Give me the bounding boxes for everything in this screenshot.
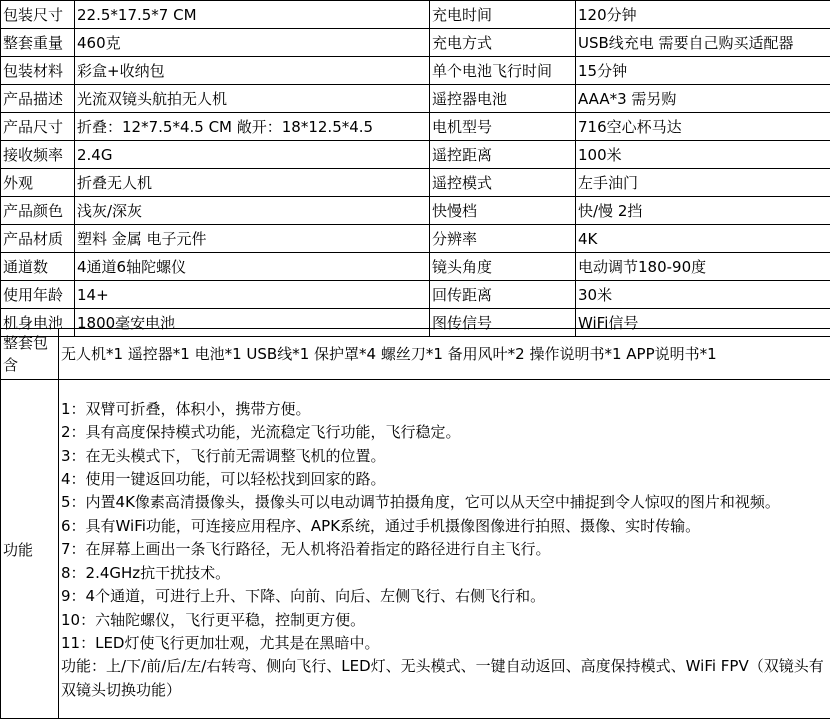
spec-row	[1, 141, 830, 169]
spec-value: 折叠无人机	[75, 169, 430, 197]
spec-value: USB线充电 需要自己购买适配器	[576, 29, 830, 57]
feature-item: 3：在无头模式下，飞行前无需调整飞机的位置。	[61, 446, 386, 465]
spec-label: 接收频率	[1, 141, 75, 169]
features-cell	[59, 380, 830, 719]
spec-value: 光流双镜头航拍无人机	[75, 85, 430, 113]
spec-row	[1, 29, 830, 57]
spec-value: 4通道6轴陀螺仪	[75, 253, 430, 281]
feature-item: 4：使用一键返回功能，可以轻松找到回家的路。	[61, 470, 386, 489]
spec-value: 快/慢 2挡	[576, 197, 830, 225]
spec-label: 外观	[1, 169, 75, 197]
spec-value: 716空心杯马达	[576, 113, 830, 141]
spec-label: 产品描述	[1, 85, 75, 113]
features-row	[1, 380, 830, 719]
spec-value: 左手油门	[576, 169, 830, 197]
spec-value: 30米	[576, 281, 830, 309]
spec-row	[1, 281, 830, 309]
spec-label: 包装尺寸	[1, 1, 75, 29]
spec-row	[1, 85, 830, 113]
feature-list	[61, 396, 830, 702]
features-label: 功能	[1, 380, 59, 719]
spec-row	[1, 197, 830, 225]
spec-value: 22.5*17.5*7 CM	[75, 1, 430, 29]
package-feature-table	[0, 328, 830, 719]
spec-label: 遥控模式	[430, 169, 576, 197]
spec-row	[1, 225, 830, 253]
spec-value: 彩盒+收纳包	[75, 57, 430, 85]
spec-value: 460克	[75, 29, 430, 57]
feature-item: 1：双臂可折叠，体积小，携带方便。	[61, 399, 311, 418]
spec-label: 单个电池飞行时间	[430, 57, 576, 85]
package-contents: 无人机*1 遥控器*1 电池*1 USB线*1 保护罩*4 螺丝刀*1 备用风叶*2 操作说明书*1 APP说明书*1	[59, 329, 830, 380]
spec-label: 产品尺寸	[1, 113, 75, 141]
spec-label: 遥控器电池	[430, 85, 576, 113]
spec-label: 充电方式	[430, 29, 576, 57]
feature-item: 7：在屏幕上画出一条飞行路径，无人机将沿着指定的路径进行自主飞行。	[61, 540, 551, 559]
spec-value: 120分钟	[576, 1, 830, 29]
spec-label: 回传距离	[430, 281, 576, 309]
spec-value: 1800毫安电池	[75, 309, 430, 337]
spec-label: 图传信号	[430, 309, 576, 337]
spec-row	[1, 113, 830, 141]
spec-label: 快慢档	[430, 197, 576, 225]
feature-item: 功能：上/下/前/后/左/右转弯、侧向飞行、LED灯、无头模式、一键自动返回、高度保持模式、WiFi FPV（双镜头有双镜头切换功能）	[61, 657, 824, 699]
spec-value: 15分钟	[576, 57, 830, 85]
spec-label: 使用年龄	[1, 281, 75, 309]
spec-label: 镜头角度	[430, 253, 576, 281]
spec-table-body	[1, 1, 830, 337]
spec-value: 折叠：12*7.5*4.5 CM 敞开：18*12.5*4.5	[75, 113, 430, 141]
feature-item: 11：LED灯使飞行更加壮观，尤其是在黑暗中。	[61, 633, 380, 652]
feature-item: 10：六轴陀螺仪，飞行更平稳，控制更方便。	[61, 610, 366, 629]
spec-value: WiFi信号	[576, 309, 830, 337]
package-label: 整套包含	[1, 329, 59, 380]
spec-label: 产品材质	[1, 225, 75, 253]
feature-item: 5：内置4K像素高清摄像头，摄像头可以电动调节拍摄角度，它可以从天空中捕捉到令人惊叹的图片和视频。	[61, 493, 780, 512]
spec-row	[1, 169, 830, 197]
spec-label: 通道数	[1, 253, 75, 281]
spec-value: 浅灰/深灰	[75, 197, 430, 225]
spec-row	[1, 253, 830, 281]
spec-value: 塑料 金属 电子元件	[75, 225, 430, 253]
spec-label: 充电时间	[430, 1, 576, 29]
spec-label: 产品颜色	[1, 197, 75, 225]
package-row	[1, 329, 830, 380]
spec-value: 电动调节180-90度	[576, 253, 830, 281]
spec-table	[0, 0, 830, 337]
spec-row	[1, 57, 830, 85]
spec-value: 2.4G	[75, 141, 430, 169]
spec-value: 100米	[576, 141, 830, 169]
feature-item: 9：4个通道，可进行上升、下降、向前、向后、左侧飞行、右侧飞行和。	[61, 587, 546, 606]
spec-label: 机身电池	[1, 309, 75, 337]
feature-item: 2：具有高度保持模式功能，光流稳定飞行功能，飞行稳定。	[61, 423, 461, 442]
feature-item: 8：2.4GHz抗干扰技术。	[61, 563, 231, 582]
spec-value: 14+	[75, 281, 430, 309]
spec-value: 4K	[576, 225, 830, 253]
spec-row	[1, 1, 830, 29]
spec-label: 分辨率	[430, 225, 576, 253]
spec-value: AAA*3 需另购	[576, 85, 830, 113]
spec-label: 遥控距离	[430, 141, 576, 169]
spec-label: 整套重量	[1, 29, 75, 57]
spec-label: 电机型号	[430, 113, 576, 141]
spec-label: 包装材料	[1, 57, 75, 85]
feature-item: 6：具有WiFi功能，可连接应用程序、APK系统，通过手机摄像图像进行拍照、摄像、实时传输。	[61, 516, 701, 535]
